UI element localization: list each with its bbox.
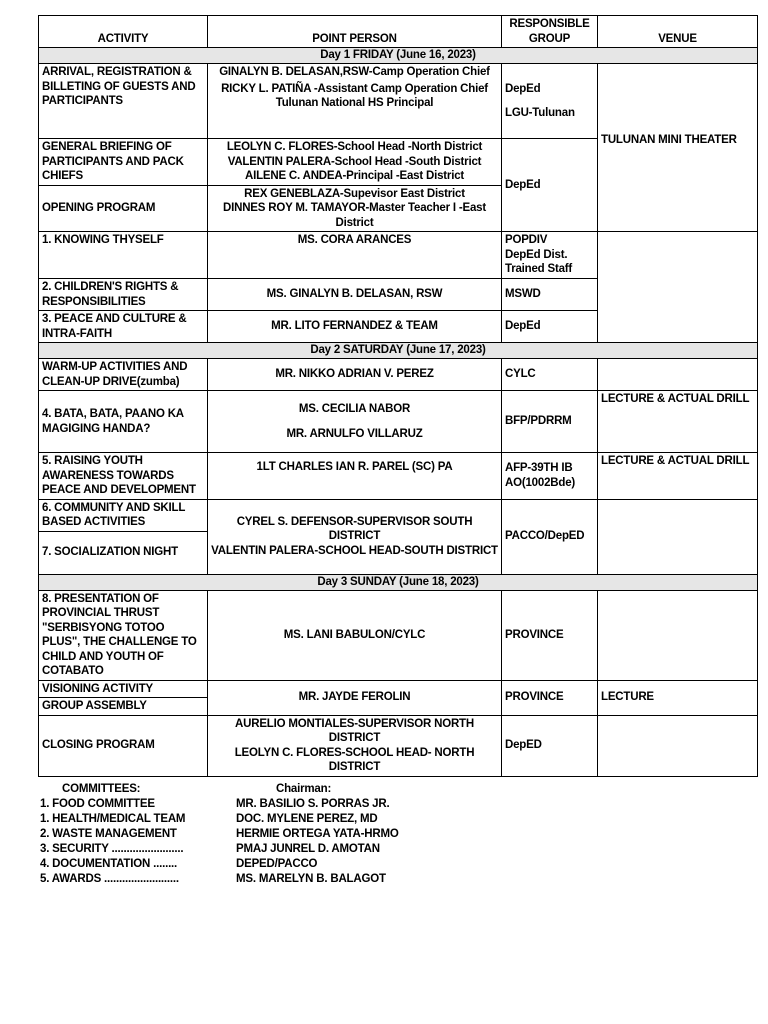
point-person: GINALYN B. DELASAN,RSW-Camp Operation Chief	[219, 66, 490, 78]
day-row	[39, 574, 758, 590]
venue-cell	[598, 232, 758, 343]
group-cell: CYLC	[502, 359, 598, 391]
committees-header	[40, 782, 399, 797]
activity-cell: GENERAL BRIEFING OF PARTICIPANTS AND PACK CHIEFS	[39, 139, 208, 186]
group: POPDIV	[505, 234, 548, 246]
point-person-cell: MS. CORA ARANCES	[208, 232, 502, 279]
activity-cell: CLOSING PROGRAM	[39, 715, 208, 776]
group-cell: AFP-39TH IB AO(1002Bde)	[502, 453, 598, 500]
point-person: VALENTIN PALERA-SCHOOL HEAD-SOUTH DISTRICT	[211, 544, 498, 557]
point-person: Tulunan National HS Principal	[275, 97, 434, 109]
day-row	[39, 48, 758, 64]
day-2-label: Day 2 SATURDAY (June 17, 2023)	[39, 343, 758, 359]
point-person: VALENTIN PALERA-School Head -South District	[227, 155, 482, 168]
header-responsible-group: RESPONSIBLE GROUP	[502, 16, 598, 48]
group: LGU-Tulunan	[505, 107, 575, 119]
table-row	[39, 499, 758, 531]
committee-name: 1. FOOD COMMITTEE	[40, 798, 155, 810]
day-row	[39, 343, 758, 359]
table-row	[39, 64, 758, 139]
point-person: AURELIO MONTIALES-SUPERVISOR NORTH DISTRICT	[235, 717, 474, 744]
list-item	[40, 857, 399, 872]
venue-cell	[598, 64, 758, 232]
point-person-cell	[208, 499, 502, 574]
activity-cell: 3. PEACE AND CULTURE & INTRA-FAITH	[39, 311, 208, 343]
committee-chair: DOC. MYLENE PEREZ, MD	[236, 813, 378, 825]
day-1-label: Day 1 FRIDAY (June 16, 2023)	[39, 48, 758, 64]
header-row	[39, 16, 758, 48]
point-person-cell: MR. NIKKO ADRIAN V. PEREZ	[208, 359, 502, 391]
activity-cell: 7. SOCIALIZATION NIGHT	[39, 531, 208, 574]
committee-chair: MR. BASILIO S. PORRAS JR.	[236, 798, 390, 810]
committee-name: 1. HEALTH/MEDICAL TEAM	[40, 813, 186, 825]
group-cell	[502, 64, 598, 139]
list-item	[40, 812, 399, 827]
group-cell: BFP/PDRRM	[502, 391, 598, 453]
table-row	[39, 391, 758, 453]
table-row	[39, 680, 758, 698]
point-person-cell	[208, 715, 502, 776]
group-cell	[502, 232, 598, 279]
point-person-cell: MS. GINALYN B. DELASAN, RSW	[208, 279, 502, 311]
committee-chair: MS. MARELYN B. BALAGOT	[236, 873, 386, 885]
table-row	[39, 453, 758, 500]
group-cell: PROVINCE	[502, 680, 598, 715]
list-item	[40, 872, 399, 887]
list-item	[40, 842, 399, 857]
day-3-label: Day 3 SUNDAY (June 18, 2023)	[39, 574, 758, 590]
point-person-cell: MR. LITO FERNANDEZ & TEAM	[208, 311, 502, 343]
list-item	[40, 827, 399, 842]
activity-cell: 8. PRESENTATION OF PROVINCIAL THRUST "SERBISYONG TOTOO PLUS", THE CHALLENGE TO CHILD AND YOUTH OF COTABATO	[39, 590, 208, 680]
committee-name: 3. SECURITY ........................	[40, 843, 184, 855]
activity-cell: 1. KNOWING THYSELF	[39, 232, 208, 279]
venue-cell	[598, 590, 758, 680]
group-cell: DepEd	[502, 139, 598, 232]
group-cell: PACCO/DepED	[502, 499, 598, 574]
committees-section	[40, 782, 399, 887]
point-person: DINNES ROY M. TAMAYOR-Master Teacher I -East District	[222, 202, 486, 229]
group: DepEd	[505, 82, 541, 95]
activity-cell: 4. BATA, BATA, PAANO KA MAGIGING HANDA?	[39, 391, 208, 453]
point-person: AILENE C. ANDEA-Principal -East District	[244, 170, 465, 182]
point-person: LEOLYN C. FLORES-School Head -North District	[226, 141, 483, 153]
point-person-cell	[208, 139, 502, 186]
table-row	[39, 715, 758, 776]
table-row	[39, 232, 758, 279]
venue-cell	[598, 499, 758, 574]
activity-cell: ARRIVAL, REGISTRATION & BILLETING OF GUESTS AND PARTICIPANTS	[39, 64, 208, 139]
point-person-cell	[208, 391, 502, 453]
group-cell: PROVINCE	[502, 590, 598, 680]
committee-chair: HERMIE ORTEGA YATA-HRMO	[236, 828, 399, 840]
group-cell: MSWD	[502, 279, 598, 311]
header-point-person: POINT PERSON	[208, 16, 502, 48]
activity-cell: OPENING PROGRAM	[39, 185, 208, 232]
point-person: REX GENEBLAZA-Supevisor East District	[244, 187, 465, 200]
group: DepEd Dist. Trained Staff	[505, 248, 573, 275]
activity-cell: 6. COMMUNITY AND SKILL BASED ACTIVITIES	[39, 499, 208, 531]
schedule-table	[38, 15, 758, 777]
venue-cell	[598, 715, 758, 776]
point-person-cell: MS. LANI BABULON/CYLC	[208, 590, 502, 680]
point-person-cell	[208, 64, 502, 139]
activity-cell: 5. RAISING YOUTH AWARENESS TOWARDS PEACE AND DEVELOPMENT	[39, 453, 208, 500]
group-cell: DepED	[502, 715, 598, 776]
venue-cell: LECTURE & ACTUAL DRILL	[598, 391, 758, 453]
header-venue: VENUE	[598, 16, 758, 48]
table-row	[39, 359, 758, 391]
activity-cell: WARM-UP ACTIVITIES AND CLEAN-UP DRIVE(zumba)	[39, 359, 208, 391]
group-cell: DepEd	[502, 311, 598, 343]
table-row	[39, 590, 758, 680]
point-person: MS. CECILIA NABOR	[298, 403, 411, 415]
point-person: CYREL S. DEFENSOR-SUPERVISOR SOUTH DISTRICT	[236, 515, 473, 543]
activity-cell: GROUP ASSEMBLY	[39, 698, 208, 716]
activity-cell: VISIONING ACTIVITY	[39, 680, 208, 698]
point-person-cell	[208, 453, 502, 500]
venue-cell: LECTURE	[598, 680, 758, 715]
venue-cell	[598, 359, 758, 391]
committee-chair: PMAJ JUNREL D. AMOTAN	[236, 843, 380, 855]
committee-name: 4. DOCUMENTATION ........	[40, 858, 178, 870]
point-person: 1LT CHARLES IAN R. PAREL (SC) PA	[256, 461, 453, 473]
point-person-cell: MR. JAYDE FEROLIN	[208, 680, 502, 715]
header-activity: ACTIVITY	[39, 16, 208, 48]
committees-heading: COMMITTEES:	[62, 783, 141, 795]
point-person: RICKY L. PATIÑA -Assistant Camp Operation Chief	[221, 82, 488, 95]
list-item	[40, 797, 399, 812]
committee-name: 5. AWARDS .........................	[40, 873, 179, 885]
committee-chair: DEPED/PACCO	[236, 858, 318, 870]
point-person: LEOLYN C. FLORES-SCHOOL HEAD- NORTH DISTRICT	[234, 746, 475, 773]
chairman-heading: Chairman:	[276, 783, 332, 795]
point-person-cell	[208, 185, 502, 232]
committee-name: 2. WASTE MANAGEMENT	[40, 828, 177, 840]
venue-cell: LECTURE & ACTUAL DRILL	[598, 453, 758, 500]
venue: TULUNAN MINI THEATER	[601, 134, 737, 146]
point-person: MR. ARNULFO VILLARUZ	[286, 427, 423, 440]
activity-cell: 2. CHILDREN'S RIGHTS & RESPONSIBILITIES	[39, 279, 208, 311]
